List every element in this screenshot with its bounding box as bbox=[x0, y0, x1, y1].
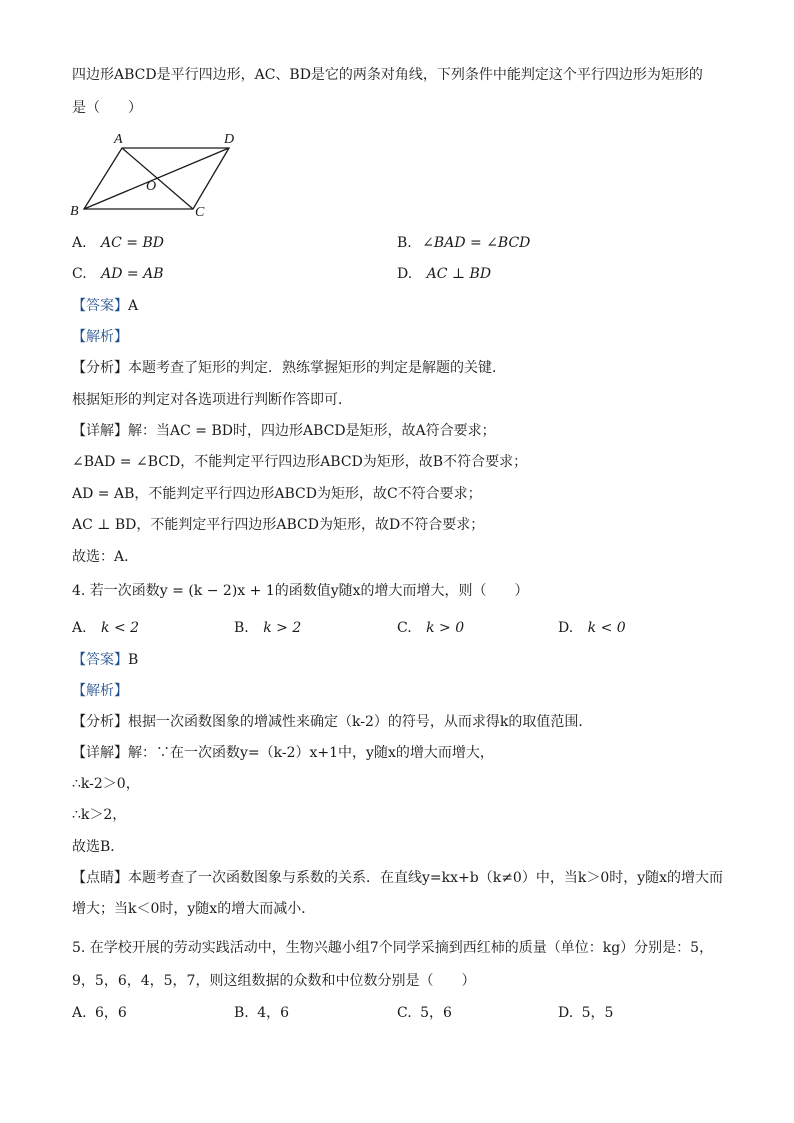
vertex-label-c: C bbox=[195, 205, 205, 220]
q3-fenxi2: 根据矩形的判定对各选项进行判断作答即可． bbox=[72, 392, 352, 408]
q3-detail3: AD = AB，不能判定平行四边形ABCD为矩形，故C不符合要求； bbox=[72, 486, 482, 502]
vertex-label-o: O bbox=[146, 179, 157, 194]
detail-tag: 【详解】 bbox=[72, 745, 128, 761]
q3-fenxi bbox=[72, 359, 506, 377]
q3-conclusion: 故选：A． bbox=[72, 549, 139, 565]
dianjing-tag: 【点睛】 bbox=[72, 870, 128, 886]
q3-detail1 bbox=[72, 422, 496, 440]
detail-text: 解：当AC = BD时，四边形ABCD是矩形，故A符合要求； bbox=[128, 423, 496, 439]
q3-option-b-label: B. bbox=[397, 235, 412, 251]
analysis-tag: 【解析】 bbox=[72, 683, 128, 699]
q3-option-d-text: AC ⊥ BD bbox=[426, 266, 492, 282]
q4-option-a[interactable] bbox=[72, 619, 139, 637]
q4-option-a-text: k < 2 bbox=[101, 620, 140, 636]
q4-option-c-label: C. bbox=[397, 620, 412, 636]
q3-answer bbox=[72, 297, 138, 315]
answer-value: B bbox=[128, 652, 139, 668]
parallelogram-figure bbox=[66, 128, 256, 223]
answer-tag: 【答案】 bbox=[72, 652, 128, 668]
q4-answer bbox=[72, 651, 138, 669]
detail-tag: 【详解】 bbox=[72, 423, 128, 439]
q4-option-b-label: B. bbox=[234, 620, 249, 636]
q3-detail2: ∠BAD = ∠BCD，不能判定平行四边形ABCD为矩形，故B不符合要求； bbox=[72, 454, 528, 470]
q5-option-d-text: 5，5 bbox=[581, 1005, 614, 1021]
q5-option-c-label: C. bbox=[397, 1005, 412, 1021]
q5-option-c-text: 5，6 bbox=[420, 1005, 452, 1021]
q5-option-a-text: 6，6 bbox=[95, 1005, 127, 1021]
q3-option-a-text: AC = BD bbox=[101, 235, 164, 251]
q5-option-a[interactable] bbox=[72, 1004, 127, 1022]
q4-step2: ∴k＞2， bbox=[72, 807, 127, 823]
q4-option-b-text: k > 2 bbox=[263, 620, 302, 636]
q5-option-b-label: B. bbox=[234, 1005, 249, 1021]
q4-stem: 4. 若一次函数y = (k − 2)x + 1的函数值y随x的增大而增大，则（ ） bbox=[72, 583, 529, 599]
q3-option-a[interactable] bbox=[72, 234, 164, 252]
answer-value: A bbox=[128, 298, 139, 314]
q3-option-c-label: C. bbox=[72, 266, 87, 282]
q3-option-b-text: ∠BAD = ∠BCD bbox=[422, 235, 531, 251]
q4-fenxi bbox=[72, 713, 592, 731]
diagonal-bd bbox=[84, 148, 229, 209]
q4-dianjing1 bbox=[72, 869, 723, 887]
q4-option-c[interactable] bbox=[397, 619, 464, 637]
q4-option-d-label: D. bbox=[558, 620, 574, 636]
vertex-label-b: B bbox=[70, 204, 79, 219]
answer-tag: 【答案】 bbox=[72, 298, 128, 314]
q5-option-d[interactable] bbox=[558, 1004, 613, 1022]
q3-option-a-label: A. bbox=[72, 235, 87, 251]
analysis-tag: 【解析】 bbox=[72, 329, 128, 345]
q5-stem1: 5. 在学校开展的劳动实践活动中，生物兴趣小组7个同学采摘到西红柿的质量（单位：kg）分别是：5， bbox=[72, 940, 714, 956]
q4-option-d[interactable] bbox=[558, 619, 626, 637]
q3-stem-line1: 四边形ABCD是平行四边形，AC、BD是它的两条对角线，下列条件中能判定这个平行四边形为矩形的 bbox=[72, 67, 703, 83]
vertex-label-a: A bbox=[114, 132, 123, 147]
q5-option-b[interactable] bbox=[234, 1004, 289, 1022]
fenxi-tag: 【分析】 bbox=[72, 714, 128, 730]
q4-option-c-text: k > 0 bbox=[426, 620, 465, 636]
q3-option-c-text: AD = AB bbox=[101, 266, 164, 282]
q5-option-b-text: 4，6 bbox=[257, 1005, 290, 1021]
q4-option-d-text: k < 0 bbox=[587, 620, 626, 636]
q4-option-a-label: A. bbox=[72, 620, 87, 636]
q4-step1: ∴k-2＞0， bbox=[72, 776, 140, 792]
q4-detail1 bbox=[72, 744, 494, 762]
q5-stem2: 9，5，6，4，5，7，则这组数据的众数和中位数分别是（ ） bbox=[72, 973, 476, 989]
q3-option-b[interactable] bbox=[397, 234, 530, 252]
fenxi-text: 根据一次函数图象的增减性来确定（k-2）的符号，从而求得k的取值范围． bbox=[128, 714, 593, 730]
q3-detail4: AC ⊥ BD，不能判定平行四边形ABCD为矩形，故D不符合要求； bbox=[72, 517, 485, 533]
q4-option-b[interactable] bbox=[234, 619, 301, 637]
dianjing-text: 本题考查了一次函数图象与系数的关系．在直线y=kx+b（k≠0）中，当k＞0时，y随x的增大而 bbox=[128, 870, 724, 886]
q3-stem-line2: 是（ ） bbox=[72, 100, 142, 116]
q4-dianjing2: 增大；当k＜0时，y随x的增大而减小． bbox=[72, 901, 316, 917]
fenxi-tag: 【分析】 bbox=[72, 360, 128, 376]
detail-text: 解：∵在一次函数y=（k-2）x+1中，y随x的增大而增大， bbox=[128, 745, 494, 761]
q5-option-a-label: A. bbox=[72, 1005, 87, 1021]
q5-option-d-label: D. bbox=[558, 1005, 574, 1021]
q3-option-d[interactable] bbox=[397, 265, 491, 283]
vertex-label-d: D bbox=[224, 132, 235, 147]
q5-option-c[interactable] bbox=[397, 1004, 452, 1022]
q3-option-c[interactable] bbox=[72, 265, 164, 283]
q3-option-d-label: D. bbox=[397, 266, 413, 282]
q4-conclusion: 故选B． bbox=[72, 839, 125, 855]
fenxi-text: 本题考查了矩形的判定．熟练掌握矩形的判定是解题的关键． bbox=[128, 360, 506, 376]
